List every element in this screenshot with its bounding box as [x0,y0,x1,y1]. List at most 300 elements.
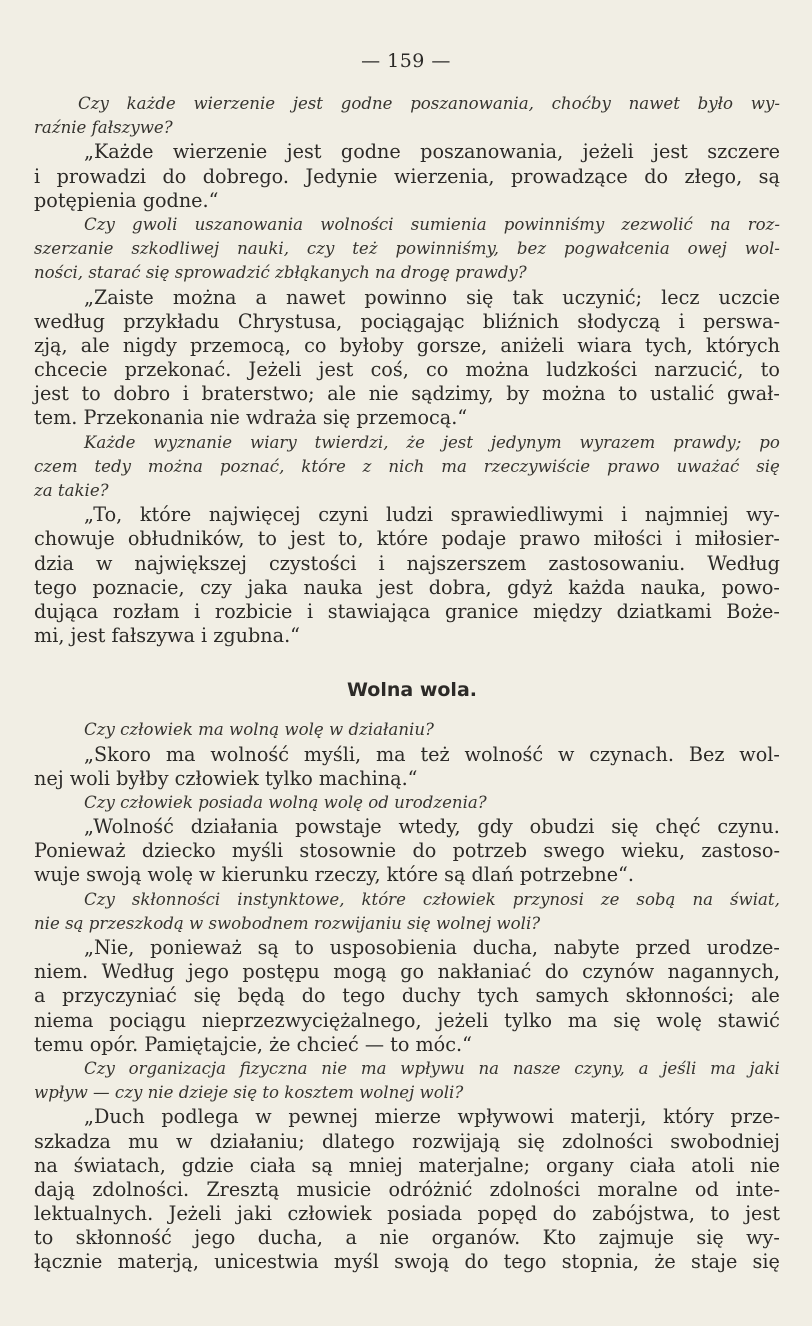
word: ustalić [650,382,715,406]
word: tych [477,984,519,1008]
word: i [621,503,628,527]
word: myśl [333,1250,379,1274]
word: to [294,936,314,959]
word: twierdzi, [314,432,389,452]
word: w [176,1129,193,1153]
word: wyrazem [579,432,656,452]
question-line [34,431,780,455]
answer-line [34,310,780,334]
word: do [301,984,326,1008]
word: powo- [721,575,780,599]
word: materji, [570,1105,647,1129]
word: ma [441,456,467,476]
word: nie [750,1153,780,1177]
word: to [257,527,277,551]
word: ma [360,1058,387,1078]
word: się [611,815,639,839]
word: ma [165,742,196,766]
word: jaki [236,1202,273,1226]
word: Chrystusa, [237,309,343,333]
word: przynosi [512,889,584,909]
word: inte- [735,1177,780,1201]
word: gdzie [181,1153,234,1177]
answer-line [34,576,780,600]
word: czystości [268,551,357,575]
word: „To, [84,503,123,527]
word: ciała [629,1153,676,1177]
word: swobodniej [670,1129,780,1153]
word: najwięcej [208,503,301,527]
answer-line [34,1009,780,1033]
word: stawiająca [327,599,431,623]
word: Kto [542,1226,577,1250]
word: i [678,309,685,333]
word: wy- [746,503,780,527]
word: „Każde [84,140,154,164]
word: to [618,382,638,406]
word: można [172,285,237,309]
word: czynu. [717,815,780,839]
word: myśli [231,839,284,863]
word: „Zaiste [84,285,154,309]
word: Bez [688,742,725,766]
word: gdy [477,815,513,839]
word: lecz [661,285,700,309]
word: niem. [34,960,89,984]
word: organy [545,1153,614,1177]
word: każde [126,94,176,113]
word: ducha, [257,1226,324,1250]
word: Według [707,551,780,575]
answer-line [34,1250,780,1274]
word: a [345,1226,357,1250]
word: niema [34,1008,94,1032]
word: a [34,984,46,1008]
word: coś, [370,358,409,382]
word: na [34,1153,58,1177]
word: roz- [747,214,780,234]
word: ma [567,1008,598,1032]
answer-line: potępienia godne.“ [34,188,219,212]
answer-line [34,286,780,310]
word: prze- [730,1105,780,1129]
word: pewnej [288,1105,359,1129]
word: choćby [551,94,611,113]
word: przyczyniać [62,984,177,1008]
word: miłosier- [694,527,780,551]
word: zdolności [489,1177,581,1201]
word: ludzkości [546,358,638,382]
word: się [466,285,494,309]
question-line: nie są przeszkodą w swobodnem rozwijaniu się wolnej woli? [34,913,541,933]
word: poznacie, [92,575,185,599]
word: nie [379,1226,410,1250]
word: też [352,239,378,259]
word: człowiek [422,889,496,909]
word: a [638,1058,649,1078]
word: czynach. [589,742,674,766]
word: organizacja [128,1058,226,1078]
word: Czy [78,94,109,113]
word: między [533,599,602,623]
word: Jeżeli [168,1202,222,1226]
word: ponieważ [150,936,242,959]
word: powinno [364,285,448,309]
answer-line [34,1154,780,1178]
word: czy [200,575,232,599]
word: wierzenie [193,94,276,113]
word: owej [687,239,727,259]
word: wierzenia, [393,164,495,188]
word: nie [368,382,399,406]
word: usposobienia [329,936,457,959]
word: wiara [577,333,632,357]
word: Każde [84,432,136,452]
word: to [760,358,780,382]
answer-line [34,165,780,189]
question-line [34,237,780,261]
word: prowadzące [510,164,628,188]
word: go [400,960,425,984]
word: ale [80,333,110,357]
word: ma [375,742,406,766]
word: działaniu; [209,1129,305,1153]
word: co [304,333,327,357]
word: zdolności. [92,1177,190,1201]
word: ma [710,1058,736,1078]
word: sprawiedliwymi [450,503,604,527]
word: sobą [636,889,676,909]
word: uczynić; [562,285,643,309]
word: czyny, [574,1058,625,1078]
word: swego [543,839,605,863]
word: skłonność [75,1226,172,1250]
word: jeśli [662,1058,697,1078]
word: człowiek [287,1202,372,1226]
word: byłoby [339,333,404,357]
word: uszanowania [194,214,304,234]
word: ludzi [386,503,434,527]
word: które [361,889,406,909]
word: się [613,1008,641,1032]
word: jedynym [490,432,562,452]
word: popęd [477,1202,538,1226]
word: zastoso- [701,839,780,863]
answer-line [34,1178,780,1202]
word: wierzenie [172,140,268,164]
word: też [420,742,450,766]
word: gdyż [507,575,553,599]
word: są [311,1153,333,1177]
word: dziecko [141,839,216,863]
answer-line [34,815,780,839]
word: jest [378,575,414,599]
word: ducha, [472,936,538,959]
word: powinniśmy [503,214,605,234]
word: dująca [34,599,99,623]
word: przemocą, [189,333,291,357]
word: stopnia, [561,1250,640,1274]
word: będą [237,984,286,1008]
word: braterstwo; [201,382,315,406]
word: podaje [441,527,507,551]
word: i [307,599,314,623]
word: Boże- [726,599,780,623]
word: jaki [749,1058,780,1078]
word: wieku, [621,839,686,863]
word: uważać [676,456,740,476]
word: na [692,889,714,909]
word: wpływowi [457,1105,554,1129]
word: chęć [655,815,701,839]
word: dają [34,1177,76,1201]
word: tego [342,984,386,1008]
word: dobro [113,382,171,406]
word: było [697,94,734,113]
word: jeżeli [437,1008,489,1032]
answer-line [34,984,780,1008]
word: od [694,1177,719,1201]
answer-line [34,1226,780,1250]
word: na [478,1058,500,1078]
word: „Nie, [84,936,135,959]
answer-line: temu opór. Pamiętajcie, że chcieć — to móc.“ [34,1032,472,1056]
word: „Wolność [84,815,174,839]
word: gwał- [727,382,780,406]
word: wolę [656,1008,702,1032]
answer-line [34,600,780,624]
word: światach, [73,1153,166,1177]
word: a [255,285,267,309]
word: wol- [744,239,780,259]
answer-line [34,552,780,576]
word: i [34,164,41,188]
answer-line: mi, jest fałszywa i zgubna.“ [34,624,300,648]
word: rozłam [112,599,180,623]
word: skłonności [131,889,221,909]
answer-line [34,527,780,551]
word: staje [691,1250,738,1274]
word: lektualnych. [34,1202,154,1226]
word: prawo [607,456,660,476]
word: obłudników, [127,527,245,551]
word: nagannych, [667,960,780,984]
word: samych [535,984,609,1008]
word: można [147,456,203,476]
word: tak [512,285,544,309]
word: na [709,214,731,234]
answer-line [34,358,780,382]
word: do [162,164,187,188]
word: się [752,1250,780,1274]
answer-line [34,743,780,767]
page-body [34,92,780,1275]
word: złego, [684,164,743,188]
word: tego [34,575,77,599]
word: rozbicie [214,599,293,623]
word: czem [34,456,78,476]
word: rozwijają [412,1129,501,1153]
word: prowadzi [56,164,146,188]
word: każda [568,575,626,599]
question-line [34,213,780,237]
word: jest [34,382,69,406]
question-line: wpływ — czy nie dzieje się to kosztem wolnej woli? [34,1083,464,1103]
word: wolność [464,742,544,766]
word: do [412,839,437,863]
word: nauki, [237,239,289,259]
word: szczere [707,140,780,164]
word: myśli, [303,742,362,766]
word: są [257,936,279,959]
word: świat, [730,889,780,909]
word: nauka [303,575,363,599]
word: ze [600,889,620,909]
word: szkodliwej [131,239,220,259]
word: nauka, [640,575,707,599]
word: wolność [210,742,289,766]
word: najszerszem [406,551,527,575]
word: które [301,456,346,476]
question-line [34,888,780,912]
word: jest [292,94,323,113]
word: gwoli [131,214,178,234]
answer-line [34,503,780,527]
text-block-bottom [34,718,780,1274]
word: chowuje [34,527,115,551]
word: wolności [320,214,394,234]
word: i [194,599,201,623]
word: i [378,551,385,575]
question-line: raźnie fałszywe? [34,118,173,138]
word: w [95,551,113,575]
word: łącznie [34,1250,103,1274]
word: dobrego. [202,164,289,188]
word: to [81,382,101,406]
word: który [663,1105,714,1129]
word: mu [128,1129,159,1153]
word: jego [187,960,229,984]
word: wiary [249,432,297,452]
word: stawić [717,1008,780,1032]
word: zdolności [562,1129,653,1153]
word: powstaje [295,815,382,839]
word: tylko [504,1008,553,1032]
word: ale [750,984,780,1008]
word: dobra, [428,575,492,599]
word: miłości [593,527,663,551]
word: to, [338,527,364,551]
question-line [34,455,780,479]
word: jaka [247,575,288,599]
word: materją, [117,1250,199,1274]
word: „Skoro [84,742,151,766]
word: urodze- [706,936,780,959]
word: moralne [597,1177,678,1201]
word: do [464,1250,489,1274]
word: jego [194,1226,236,1250]
word: które [376,527,429,551]
word: można [541,382,606,406]
word: nich [388,456,425,476]
word: których [705,333,780,357]
word: dlatego [322,1129,395,1153]
word: największej [134,551,247,575]
word: godne [340,94,393,113]
word: dzia [34,551,74,575]
word: czyni [318,503,369,527]
answer-line [34,839,780,863]
question-line: Czy człowiek posiada wolną wolę od urodzenia? [84,792,487,812]
word: mierze [374,1105,441,1129]
word: nasze [512,1058,561,1078]
word: przekonać. [124,358,232,382]
word: stosownie [299,839,397,863]
word: że [406,432,425,452]
word: do [544,960,569,984]
word: Czy [84,1058,115,1078]
word: poszanowania, [420,140,564,164]
word: zezwolić [621,214,693,234]
word: najmniej [644,503,729,527]
word: ciała [249,1153,296,1177]
word: można [465,358,530,382]
word: są [758,164,780,188]
word: zajmuje [598,1226,674,1250]
word: które [139,503,192,527]
word: do [552,1202,577,1226]
word: według [34,309,105,333]
word: bliźnich [482,309,559,333]
word: wy- [746,1226,780,1250]
word: nawet [286,285,346,309]
word: Ponieważ [34,839,126,863]
answer-line: nej woli byłby człowiek tylko machiną.“ [34,766,418,790]
word: bez [516,239,547,259]
word: fizyczna [239,1058,308,1078]
word: się [696,1226,724,1250]
word: atoli [691,1153,735,1177]
word: słodyczą [577,309,661,333]
word: jest [290,527,326,551]
word: poznać, [219,456,285,476]
word: mniej [348,1153,403,1177]
answer-line [34,960,780,984]
word: „Duch [84,1105,145,1129]
word: wol- [739,742,780,766]
word: Według [101,960,175,984]
word: rzeczywiście [483,456,591,476]
word: się [756,456,780,476]
word: swoją [394,1250,450,1274]
word: chcecie [34,358,108,382]
word: mogą [333,960,387,984]
answer-line [34,140,780,164]
word: by [506,382,530,406]
word: uczcie [718,285,780,309]
answer-line [34,382,780,406]
word: odróżnić [388,1177,473,1201]
word: wtedy, [398,815,461,839]
word: tego [503,1250,547,1274]
word: z [362,456,372,476]
word: organów. [431,1226,521,1250]
word: prawo [519,527,581,551]
question-line [34,92,780,116]
word: materjalne; [418,1153,531,1177]
word: powinniśmy, [395,239,499,259]
word: instynktowe, [237,889,345,909]
